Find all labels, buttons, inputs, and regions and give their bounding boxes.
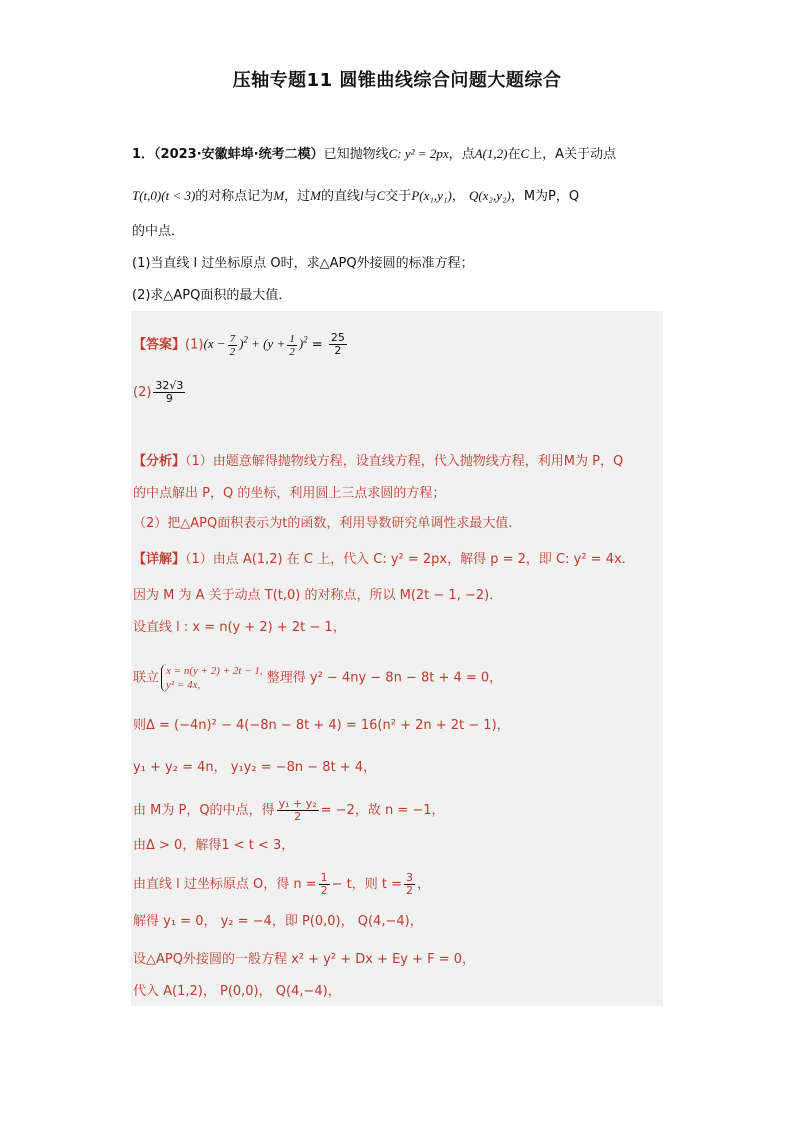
- answer-1-prefix: (1): [185, 337, 204, 353]
- detail-text: 联立: [133, 670, 160, 686]
- detail-text: 由直线 l 过坐标原点 O，得 n =: [133, 877, 317, 892]
- detail-line-2: 因为 M 为 A 关于动点 T(t,0) 的对称点，所以 M(2t − 1, −2)．: [133, 588, 503, 603]
- point-q: Q(x₂,y₂): [468, 188, 511, 203]
- sub-question-1: (1)当直线 l 过坐标原点 O时，求△APQ外接圆的标准方程；: [132, 256, 474, 271]
- answer-1-rhs: $\frac{25}{2}$: [330, 331, 345, 358]
- l-letter: l: [360, 188, 364, 203]
- problem-text: 已知抛物线: [323, 147, 389, 162]
- problem-text: 在: [507, 147, 521, 162]
- detail-line-8: 由Δ > 0，解得1 < t < 3，: [133, 838, 295, 853]
- detail-line-10: 解得 y₁ = 0， y₂ = −4，即 P(0,0)， Q(4,−4)，: [133, 914, 423, 929]
- detail-line-7: [133, 798, 445, 823]
- problem-line-3: 的中点．: [132, 224, 185, 239]
- answer-line-2: [133, 380, 187, 405]
- detail-text: − t，则 t =: [331, 877, 403, 892]
- problem-text: ，点: [448, 147, 475, 162]
- m-letter: M: [273, 188, 285, 203]
- problem-text: 交于: [385, 189, 412, 204]
- solution-block: [131, 311, 663, 1006]
- detail-text: ，: [417, 877, 431, 892]
- answer-2-prefix: (2): [133, 385, 152, 400]
- point-p: P(x₁,y₁): [411, 188, 452, 203]
- problem-text: 上，: [529, 147, 556, 162]
- m-letter: M: [310, 188, 322, 203]
- problem-text: A关于动点: [555, 147, 617, 162]
- detail-text: （1）由点 A(1,2) 在 C 上，代入 C: y² = 2px，解得 p = 2，即 C: y² = 4x．: [185, 552, 635, 567]
- problem-text: ，M为P，Q: [510, 189, 580, 204]
- answer-1-formula: (x − $\frac{7}{2}$ )$^2$ + (y + $\frac{1}{2}$ )$^2$: [203, 332, 308, 358]
- analysis-line-3: （2）把△APQ面积表示为t的函数，利用导数研究单调性求最大值.: [133, 516, 513, 531]
- curve-equation: C: y² = 2px: [388, 146, 449, 161]
- page-title: 压轴专题11 圆锥曲线综合问题大题综合: [232, 70, 562, 91]
- detail-line-9: [133, 872, 430, 897]
- detail-line-1: [133, 550, 635, 570]
- problem-source: （2023·安徽蚌埠·统考二模）: [154, 147, 324, 162]
- analysis-line-1: [133, 452, 623, 472]
- detail-text: 由 M为 P，Q的中点，得: [133, 803, 275, 818]
- sub-question-2: (2)求△APQ面积的最大值．: [132, 288, 292, 303]
- equation-system: x = n(y + 2) + 2t − 1, y² = 4x,: [161, 664, 263, 692]
- answer-line-1: [133, 330, 349, 358]
- point-t: T(t,0)(t < 3): [132, 188, 196, 203]
- detail-text: = −2，故 n = −1，: [320, 803, 445, 818]
- problem-text: 的对称点记为: [195, 189, 274, 204]
- answer-label: 【答案】: [133, 337, 186, 353]
- problem-line-2: T(t,0)(t < 3)的对称点记为M，过M的直线l与C交于P(x₁,y₁)， Q(x₂,y₂)，M为P，Q: [132, 188, 580, 204]
- n-fraction: $\frac{1}{2}$: [320, 871, 328, 897]
- problem-text: ，过: [284, 189, 311, 204]
- answer-2-value: $\frac{32√3}{9}$: [155, 379, 184, 405]
- detail-line-6: y₁ + y₂ = 4n， y₁y₂ = −8n − 8t + 4，: [133, 760, 377, 775]
- answer-1-equals: =: [311, 337, 327, 353]
- curve-letter: C: [376, 188, 386, 203]
- problem-text: 与: [363, 189, 377, 204]
- point-a: A(1,2): [474, 146, 508, 161]
- problem-line-1: [132, 144, 672, 165]
- problem-text: 的直线: [321, 189, 361, 204]
- problem-number: 1．: [132, 147, 155, 162]
- detail-label: 【详解】: [133, 552, 186, 567]
- analysis-text: （1）由题意解得抛物线方程，设直线方程，代入抛物线方程，利用M为 P，Q: [185, 454, 624, 469]
- analysis-label: 【分析】: [133, 454, 186, 469]
- detail-line-3: 设直线 l : x = n(y + 2) + 2t − 1，: [133, 620, 346, 635]
- midpoint-fraction: $\frac{\text{y₁ + y₂}}{2}$: [278, 797, 317, 823]
- detail-line-12: 代入 A(1,2)， P(0,0)， Q(4,−4)，: [133, 984, 341, 999]
- detail-line-4: [133, 664, 502, 692]
- curve-letter: C: [520, 146, 530, 161]
- analysis-line-2: 的中点解出 P，Q 的坐标，利用圆上三点求圆的方程；: [133, 486, 446, 501]
- detail-line-5: 则Δ = (−4n)² − 4(−8n − 8t + 4) = 16(n² + 2n + 2t − 1)，: [133, 718, 510, 733]
- t-fraction: $\frac{3}{2}$: [406, 871, 414, 897]
- detail-text: 整理得 y² − 4ny − 8n − 8t + 4 = 0，: [266, 670, 503, 686]
- detail-line-11: 设△APQ外接圆的一般方程 x² + y² + Dx + Ey + F = 0，: [133, 952, 476, 967]
